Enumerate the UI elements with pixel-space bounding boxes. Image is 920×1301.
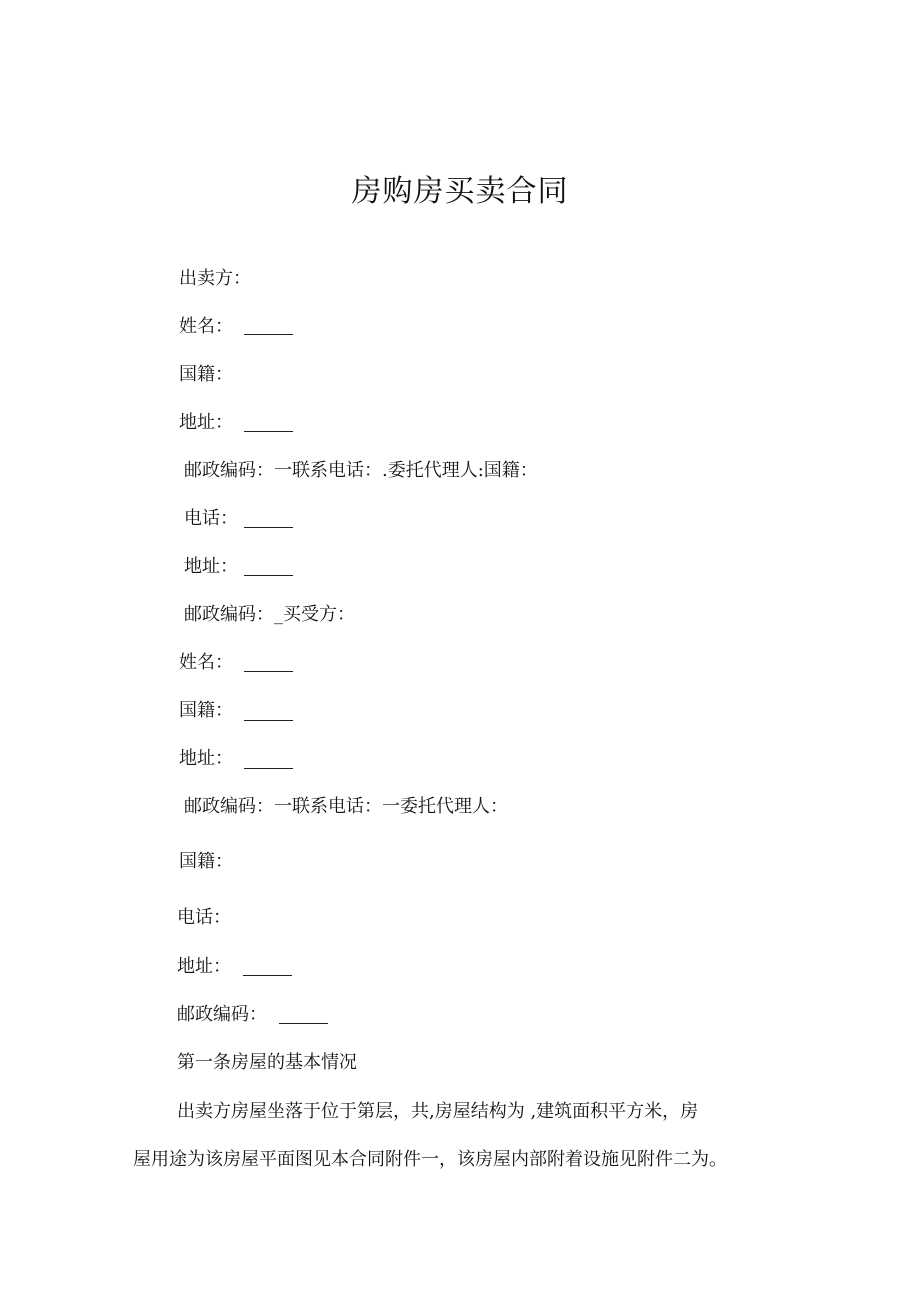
buyer-agent-address-label: 地址： — [177, 956, 231, 977]
buyer-address-label: 地址： — [179, 748, 233, 769]
buyer-name-blank[interactable] — [244, 671, 293, 672]
document-title: 房购房买卖合同 — [351, 174, 569, 209]
postcode-buyer-heading: 邮政编码：_买受方： — [184, 604, 355, 625]
buyer-address-blank[interactable] — [244, 768, 293, 769]
agent-phone-label: 电话： — [184, 508, 238, 529]
seller-address-label: 地址： — [179, 412, 233, 433]
seller-postcode-phone-agent-line: 邮政编码：一联系电话：.委托代理人:国籍： — [184, 460, 538, 481]
buyer-name-label: 姓名： — [179, 652, 233, 673]
article-one-paragraph-line-2: 屋用途为该房屋平面图见本合同附件一，该房屋内部附着设施见附件二为。 — [133, 1149, 727, 1170]
buyer-agent-address-blank[interactable] — [243, 975, 292, 976]
article-one-heading: 第一条房屋的基本情况 — [177, 1052, 357, 1073]
seller-name-blank[interactable] — [244, 334, 293, 335]
agent-address-label: 地址： — [184, 556, 238, 577]
article-one-paragraph-line-1: 出卖方房屋坐落于位于第层，共,房屋结构为 ,建筑面积平方米，房 — [177, 1101, 699, 1122]
buyer-agent-postcode-label: 邮政编码： — [177, 1004, 267, 1025]
buyer-postcode-phone-agent-line: 邮政编码：一联系电话：一委托代理人： — [184, 796, 508, 817]
seller-name-label: 姓名： — [179, 316, 233, 337]
seller-nationality-label: 国籍： — [179, 364, 233, 385]
buyer-nationality-label: 国籍： — [179, 700, 233, 721]
seller-address-blank[interactable] — [244, 431, 293, 432]
seller-heading: 出卖方： — [179, 268, 251, 289]
agent-phone-blank[interactable] — [244, 527, 293, 528]
agent-address-blank[interactable] — [244, 575, 293, 576]
buyer-agent-postcode-blank[interactable] — [279, 1023, 328, 1024]
buyer-agent-nationality-label: 国籍： — [179, 851, 233, 872]
buyer-agent-phone-label: 电话： — [177, 907, 231, 928]
buyer-nationality-blank[interactable] — [244, 720, 293, 721]
